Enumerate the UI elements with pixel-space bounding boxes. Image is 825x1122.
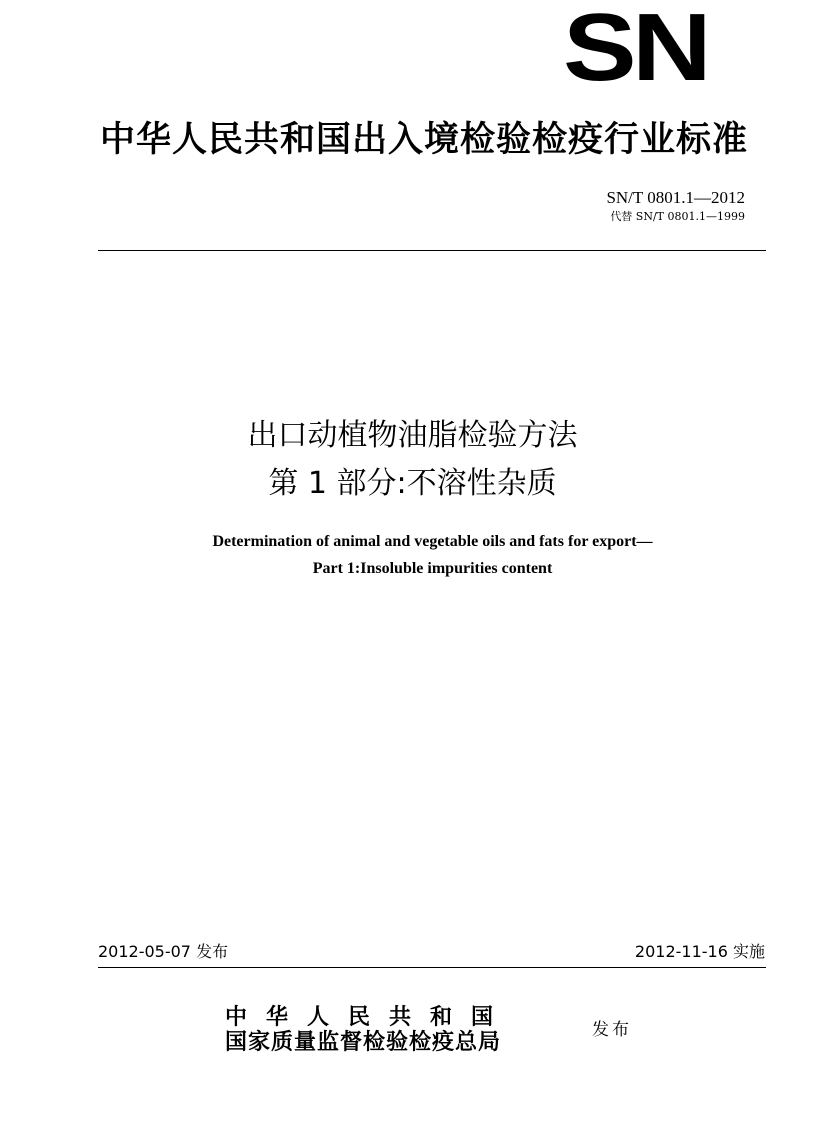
- issuer-line1: 中华人民共和国: [225, 1004, 513, 1030]
- replaces-note: 代替 SN/T 0801.1—1999: [610, 210, 745, 223]
- top-divider: [98, 250, 766, 251]
- implement-date: 2012-11-16 实施: [634, 942, 765, 961]
- title-en-line2: Part 1:Insoluble impurities content: [312, 560, 553, 577]
- issue-action-label: 发布: [592, 1020, 632, 1040]
- title-en-line1: Determination of animal and vegetable oils and fats for export—: [212, 533, 653, 550]
- sn-logo: SN: [563, 0, 708, 101]
- bottom-divider: [98, 967, 766, 968]
- standard-category: 中华人民共和国出入境检验检疫行业标准: [100, 120, 749, 160]
- title-cn-line2: 第 1 部分:不溶性杂质: [268, 466, 557, 501]
- issuer-line2: 国家质量监督检验检疫总局: [225, 1029, 502, 1055]
- standard-code: SN/T 0801.1—2012: [606, 188, 745, 207]
- title-cn-line1: 出口动植物油脂检验方法: [247, 418, 578, 453]
- issue-date: 2012-05-07 发布: [98, 942, 229, 961]
